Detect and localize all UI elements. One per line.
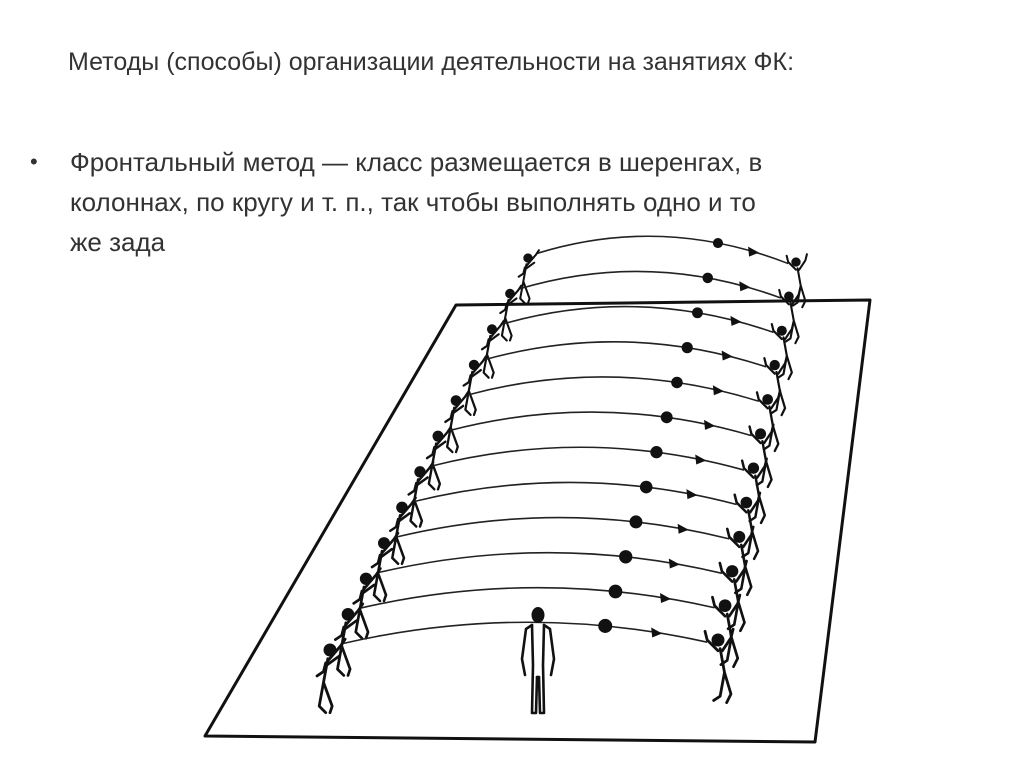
arrowhead-icon bbox=[695, 454, 706, 464]
bullet-text-line-3: же зада bbox=[70, 227, 166, 257]
ball-icon bbox=[671, 377, 683, 389]
student-pair bbox=[335, 585, 739, 676]
text-crop-mask bbox=[170, 225, 176, 270]
arrowhead-icon bbox=[739, 281, 750, 291]
ball-icon bbox=[619, 550, 632, 563]
student-pair bbox=[409, 446, 767, 526]
ball-icon bbox=[713, 238, 723, 248]
arrowhead-icon bbox=[722, 351, 733, 361]
arrowhead-icon bbox=[748, 247, 759, 257]
student-figure bbox=[727, 527, 753, 595]
student-pair bbox=[390, 481, 760, 564]
slide-title: Методы (способы) организации деятельности на занятиях ФК: bbox=[68, 48, 795, 76]
student-pair bbox=[427, 411, 773, 489]
ball-icon bbox=[650, 446, 662, 458]
student-figure bbox=[735, 493, 760, 559]
ball-icon bbox=[609, 585, 623, 599]
arrowhead-icon bbox=[713, 385, 724, 395]
student-figure bbox=[712, 595, 739, 667]
arrowhead-icon bbox=[730, 316, 741, 326]
student-pairs bbox=[317, 236, 807, 712]
bullet-text-line-2: колоннах, по кругу и т. п., так чтобы выполнять одно и то bbox=[70, 187, 756, 217]
ball-icon bbox=[629, 515, 642, 528]
ball-icon bbox=[682, 342, 693, 353]
student-figure bbox=[482, 321, 504, 378]
student-figure bbox=[500, 286, 521, 341]
student-figure bbox=[705, 629, 733, 702]
student-figure bbox=[464, 356, 486, 415]
student-figure bbox=[519, 250, 539, 303]
ball-icon bbox=[692, 307, 703, 318]
ball-icon bbox=[702, 273, 712, 283]
bullet-icon: • bbox=[30, 149, 38, 174]
student-figure bbox=[409, 462, 434, 526]
student-figure bbox=[772, 322, 794, 379]
student-figure bbox=[764, 356, 786, 415]
student-pair bbox=[445, 377, 780, 452]
student-pair bbox=[464, 342, 787, 415]
bullet-text-line-1: Фронтальный метод — класс размещается в шеренгах, в bbox=[70, 147, 763, 177]
student-figure bbox=[720, 561, 747, 631]
arrowhead-icon bbox=[704, 420, 715, 430]
ball-icon bbox=[661, 411, 673, 423]
student-pair bbox=[354, 550, 747, 638]
student-figure bbox=[445, 392, 468, 452]
arrowhead-icon bbox=[686, 489, 697, 499]
ball-icon bbox=[598, 619, 612, 633]
frontal-method-drawing bbox=[170, 225, 890, 760]
frontal-method-figure bbox=[170, 225, 890, 760]
student-figure bbox=[427, 427, 451, 489]
ball-icon bbox=[640, 481, 653, 494]
